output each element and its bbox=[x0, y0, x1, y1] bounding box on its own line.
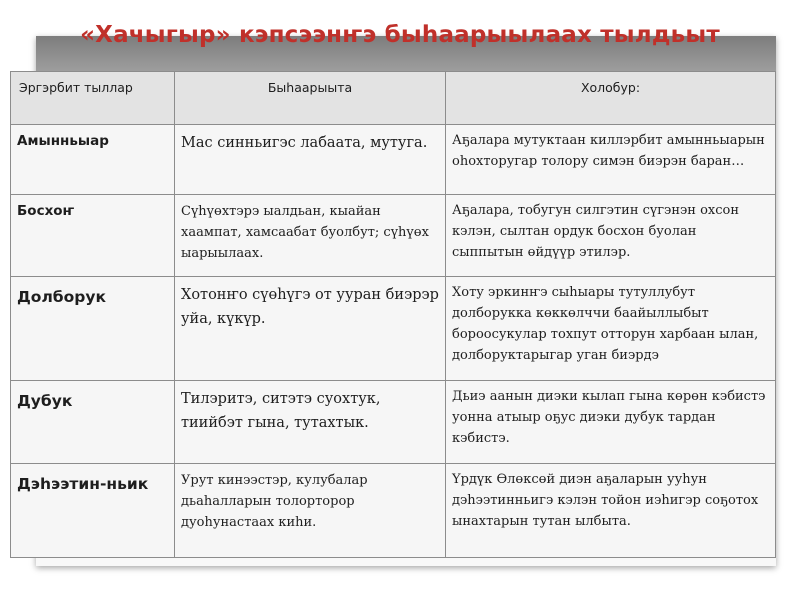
table-header-row bbox=[11, 72, 776, 125]
word-cell: Долборук bbox=[11, 277, 175, 381]
word-cell: Дэһээтин-ньик bbox=[11, 464, 175, 558]
column-header-words: Эргэрбит тыллар bbox=[11, 72, 175, 125]
table-row bbox=[11, 277, 776, 381]
example-cell: Аҕалара мутуктаан киллэрбит амынньыарын оһохторугар толору симэн биэрэн баран… bbox=[446, 125, 776, 195]
meaning-cell: Сүһүөхтэрэ ыалдьан, кыайан хаампат, хамсаабат буолбут; сүһүөх ыарыылаах. bbox=[175, 195, 446, 277]
table-row bbox=[11, 195, 776, 277]
example-cell: Үрдүк Өлөксөй диэн аҕаларын ууһун дэһээтинньигэ кэлэн тойон иэһигэр соҕотох ынахтарын тутан ылбыта. bbox=[446, 464, 776, 558]
example-cell: Хоту эркинҥэ сыһыары тутуллубут долборукка көккөлччи баайыллыбыт бороосукулар тохпут отторун харбаан ылан, долборуктарыгар уган биэрдэ bbox=[446, 277, 776, 381]
meaning-cell: Мас синньигэс лабаата, мутуга. bbox=[175, 125, 446, 195]
meaning-cell: Тилэритэ, ситэтэ суохтук, тиийбэт гына, тутахтык. bbox=[175, 381, 446, 464]
table-row bbox=[11, 125, 776, 195]
page-title: «Хачыгыр» кэпсээнҥэ быһаарыылаах тылдьыт bbox=[80, 22, 720, 48]
meaning-cell: Хотонҥо сүөһүгэ от ууран биэрэр уйа, күкүр. bbox=[175, 277, 446, 381]
word-cell: Амынньыар bbox=[11, 125, 175, 195]
column-header-meaning: Быһаарыыта bbox=[175, 72, 446, 125]
word-cell: Дубук bbox=[11, 381, 175, 464]
table-row bbox=[11, 464, 776, 558]
example-cell: Аҕалара, тобугун силгэтин сүгэнэн охсон кэлэн, сылтан ордук босхон буолан сыппытын өйдүүр этилэр. bbox=[446, 195, 776, 277]
example-cell: Дьиэ аанын диэки кылап гына көрөн кэбистэ уонна атыыр оҕус диэки дубук тардан кэбистэ. bbox=[446, 381, 776, 464]
meaning-cell: Урут кинээстэр, кулубалар дьаһалларын толорторор дуоһунастаах киһи. bbox=[175, 464, 446, 558]
table-row bbox=[11, 381, 776, 464]
word-cell: Босхоҥ bbox=[11, 195, 175, 277]
column-header-example: Холобур: bbox=[446, 72, 776, 125]
vocabulary-table bbox=[10, 71, 776, 558]
